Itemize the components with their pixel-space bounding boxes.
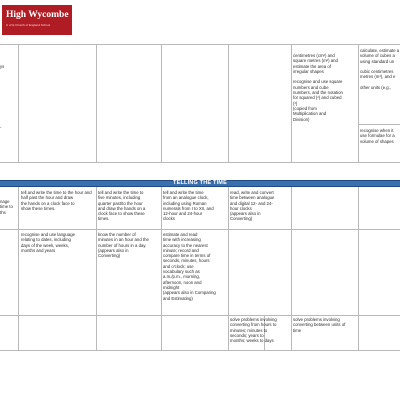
grid-line — [0, 44, 400, 45]
grid-line — [228, 187, 229, 350]
grid-line — [0, 315, 400, 316]
left-fragment: nage time to ths — [0, 199, 13, 215]
grid-line — [358, 187, 359, 350]
grid-line — [18, 44, 19, 162]
grid-line — [96, 187, 97, 350]
section-title: TELLING THE TIME — [173, 180, 227, 186]
grid-line — [161, 44, 162, 162]
time-cell: recognise and use language relating to dates, including days of the week, weeks, months and years — [21, 232, 75, 253]
grid-line — [0, 162, 400, 163]
time-cell: solve problems involving converting from hours to minutes; minutes to seconds; years to months; weeks to days — [230, 317, 277, 344]
grid-line — [291, 44, 292, 162]
time-cell: estimate and read time with increasing accuracy to the nearest minute; record and compare time in terms of seconds, minutes, hours and o'clock; use vocabulary such as a.m./p.m., morning, afternoon, noon and midnight (appears also in Comparing and Estimating) — [163, 232, 216, 301]
grid-line — [96, 44, 97, 162]
time-cell: read, write and convert time between analogue and digital 12- and 24- hour clocks (appears also in Converting) — [230, 190, 275, 222]
grid-line — [161, 187, 162, 350]
grid-line — [358, 124, 400, 125]
logo-name: High Wycombe — [6, 10, 69, 20]
time-cell: tell and write the time from an analogue clock, including using Roman numerals from I to XII, and 12-hour and 24-hour clocks — [163, 190, 214, 222]
grid-line — [358, 44, 359, 162]
time-cell: solve problems involving converting between units of time — [293, 317, 346, 333]
area-volume-cell: centimetres (cm²) and square metres (m²) and estimate the area of irregular shapes recognise and use square numbers and cube numbers, and the notation for squared (²) and cubed (³) (copied from Multiplication and Division) — [293, 53, 343, 122]
time-cell: know the number of minutes in an hour and the number of hours in a day. (appears also in Converting) — [98, 232, 149, 259]
volume-cell-upper: calculate, estimate a volume of cubes a using standard un cubic centimetres metres (m³), and e other units (e.g., — [360, 48, 400, 91]
volume-cell-lower: recognise when it use formulae for a volume of shapes — [360, 128, 395, 144]
grid-line — [0, 350, 400, 351]
grid-line — [228, 44, 229, 162]
grid-line — [18, 187, 19, 350]
grid-line — [291, 187, 292, 350]
logo-subtitle: C of E Church of England School — [6, 23, 51, 27]
left-fragment: ys — [0, 64, 5, 69]
left-fragment: - — [0, 125, 2, 130]
time-cell: tell and write the time to five minutes, including quarter past/to the hour and draw the hands on a clock face to show these times. — [98, 190, 146, 222]
grid-line — [0, 229, 400, 230]
time-cell: tell and write the time to the hour and half past the hour and draw the hands on a clock face to show these times. — [21, 190, 92, 211]
